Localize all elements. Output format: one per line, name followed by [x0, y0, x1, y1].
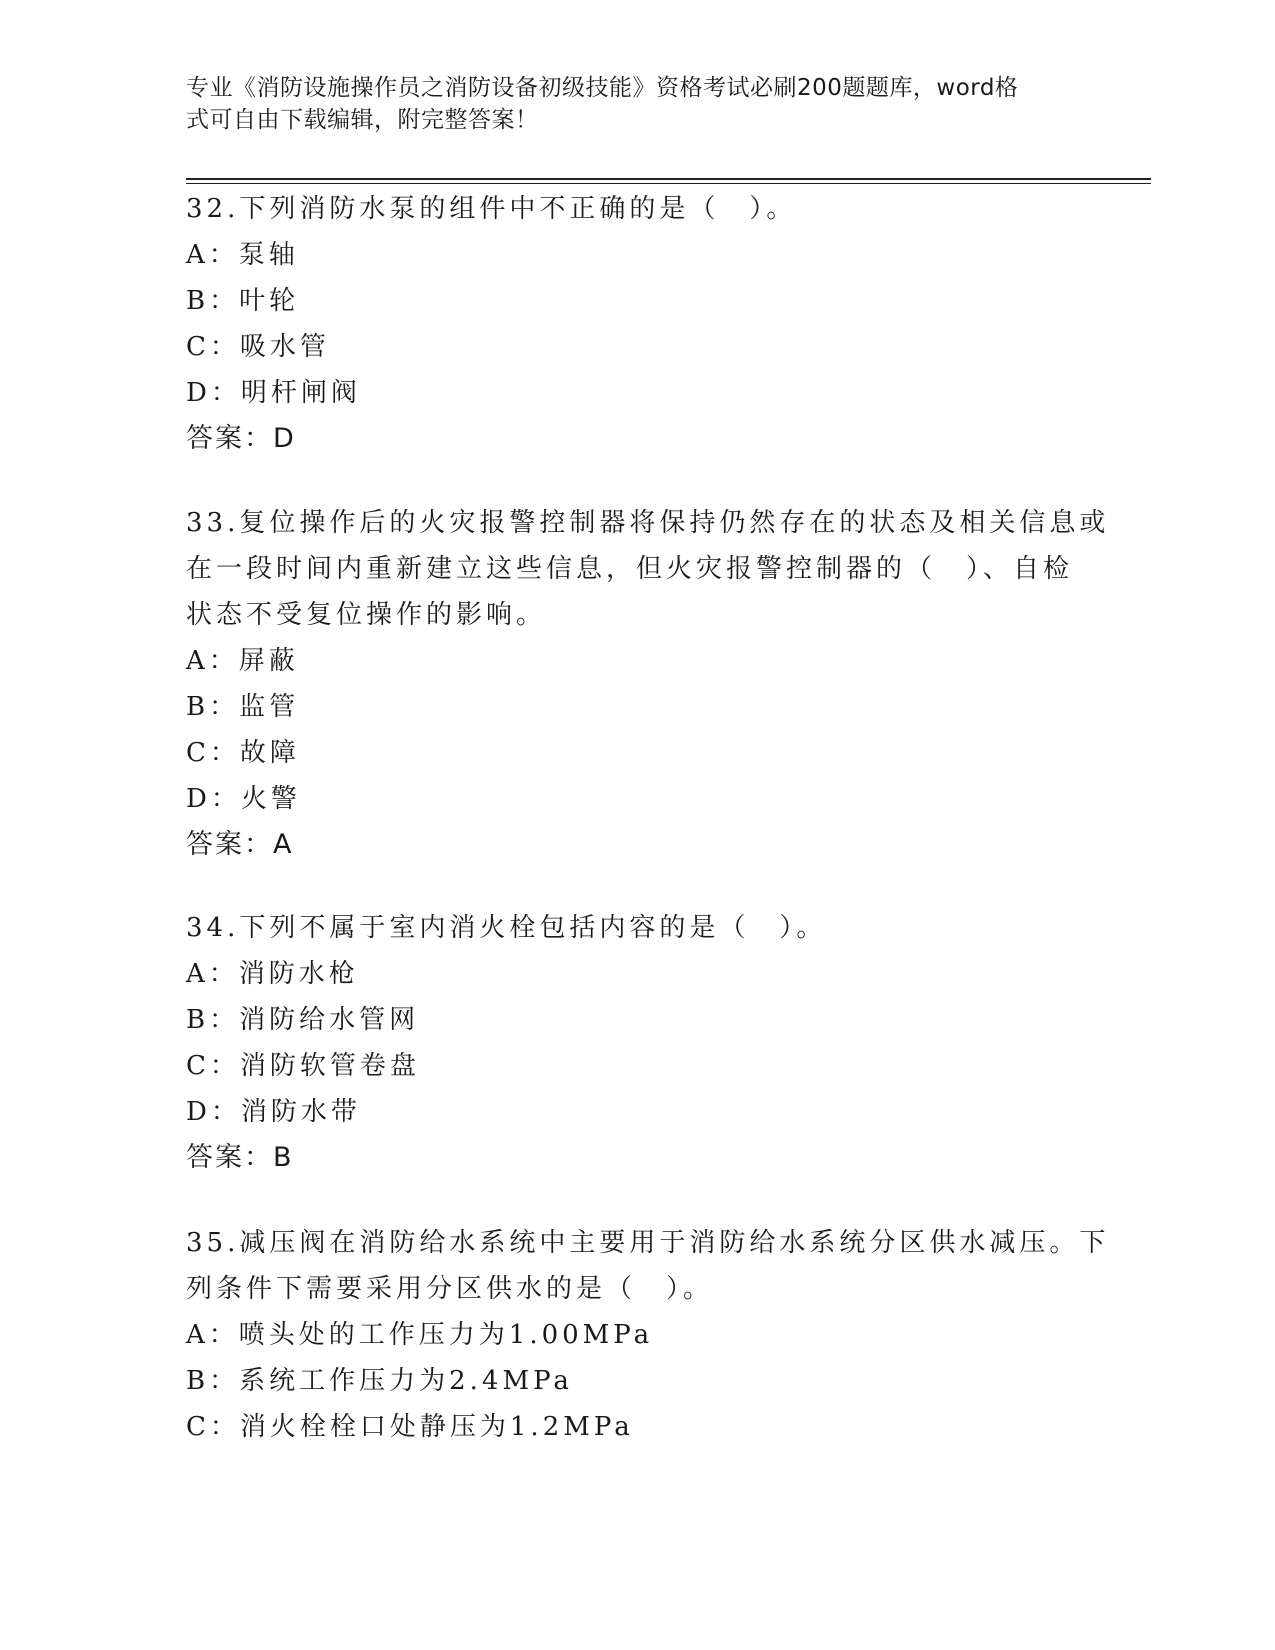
- option-b: B：系统工作压力为2.4MPa: [186, 1366, 573, 1396]
- answer-line: 答案：D: [186, 423, 296, 454]
- header-title-line-2: 式可自由下载编辑，附完整答案！: [186, 107, 539, 133]
- question-stem-line-2: 在一段时间内重新建立这些信息，但火灾报警控制器的（ ）、自检: [186, 554, 1074, 584]
- option-b: B：监管: [186, 692, 300, 722]
- option-c: C：消火栓栓口处静压为1.2MPa: [186, 1412, 634, 1442]
- question-stem: 34.下列不属于室内消火栓包括内容的是（ ）。: [186, 913, 827, 943]
- question-stem-line-1: 33.复位操作后的火灾报警控制器将保持仍然存在的状态及相关信息或: [186, 508, 1110, 538]
- header-title-line-1: 专业《消防设施操作员之消防设备初级技能》资格考试必刷200题题库，word格: [186, 75, 1019, 101]
- question-32: [186, 186, 1086, 462]
- option-b: B：叶轮: [186, 286, 300, 316]
- option-a: A：喷头处的工作压力为1.00MPa: [186, 1320, 654, 1350]
- option-d: D：消防水带: [186, 1097, 361, 1127]
- question-34: [186, 905, 1086, 1181]
- header-divider-thick: [186, 178, 1151, 180]
- option-c: C：消防软管卷盘: [186, 1051, 420, 1081]
- question-33: [186, 500, 1110, 868]
- option-c: C：吸水管: [186, 332, 330, 362]
- option-d: D：明杆闸阀: [186, 378, 361, 408]
- option-a: A：屏蔽: [186, 646, 299, 676]
- option-d: D：火警: [186, 784, 301, 814]
- option-a: A：消防水枪: [186, 959, 359, 989]
- option-a: A：泵轴: [186, 240, 299, 270]
- question-stem: 32.下列消防水泵的组件中不正确的是（ ）。: [186, 194, 797, 224]
- question-stem-line-1: 35.减压阀在消防给水系统中主要用于消防给水系统分区供水减压。下: [186, 1228, 1110, 1258]
- option-b: B：消防给水管网: [186, 1005, 420, 1035]
- question-stem-line-3: 状态不受复位操作的影响。: [186, 600, 547, 630]
- answer-line: 答案：A: [186, 829, 294, 860]
- question-35: [186, 1220, 1110, 1450]
- option-c: C：故障: [186, 738, 300, 768]
- header-divider-thin: [186, 183, 1151, 184]
- answer-line: 答案：B: [186, 1142, 294, 1173]
- question-stem-line-2: 列条件下需要采用分区供水的是（ ）。: [186, 1274, 714, 1304]
- document-header: [186, 72, 1066, 136]
